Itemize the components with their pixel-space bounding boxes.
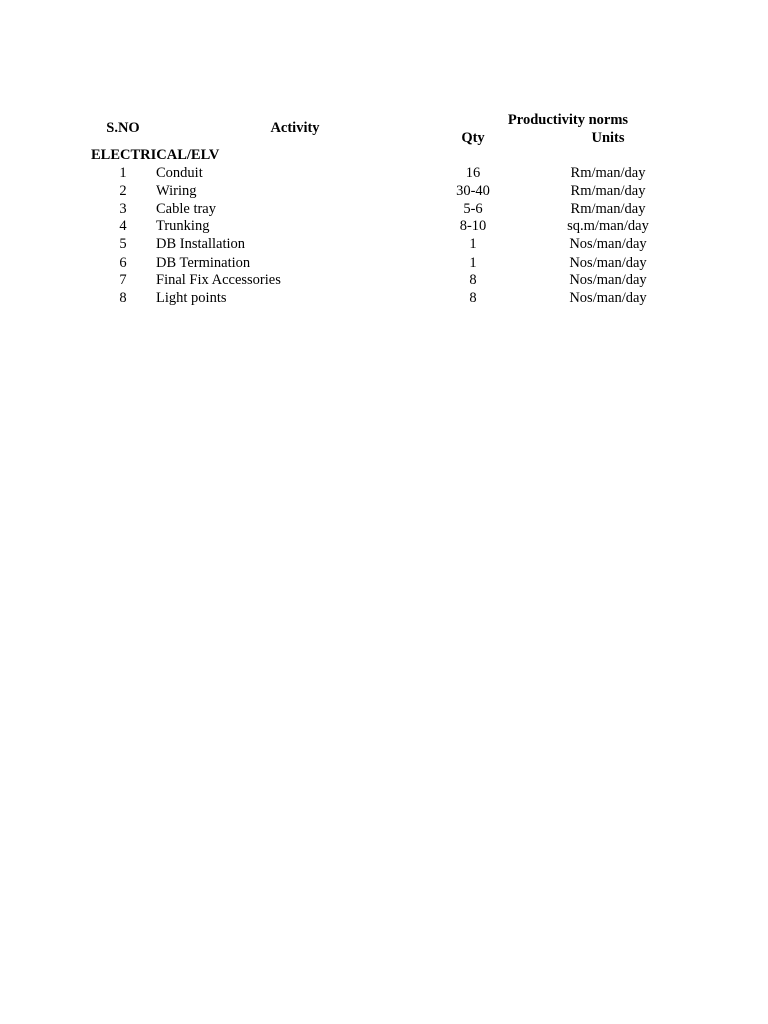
row-activity: DB Termination: [156, 255, 251, 271]
row-activity: Final Fix Accessories: [156, 272, 281, 288]
row-qty: 8-10: [459, 218, 487, 234]
row-sno: 2: [119, 183, 127, 199]
row-qty: 1: [469, 255, 477, 271]
table-row: [0, 217, 768, 235]
row-activity: Conduit: [156, 165, 203, 181]
row-sno: 7: [119, 272, 127, 288]
row-units: sq.m/man/day: [567, 218, 649, 234]
header-units: Units: [591, 130, 625, 146]
row-activity: Trunking: [156, 218, 210, 234]
table-row: [0, 254, 768, 272]
row-qty: 30-40: [456, 183, 490, 199]
row-qty: 16: [465, 165, 481, 181]
row-units: Rm/man/day: [570, 201, 646, 217]
row-sno: 8: [119, 290, 127, 306]
row-qty: 8: [469, 290, 477, 306]
row-units: Nos/man/day: [569, 290, 647, 306]
row-sno: 5: [119, 236, 127, 252]
header-qty: Qty: [461, 130, 485, 146]
header-sno: S.NO: [106, 120, 140, 136]
row-activity: DB Installation: [156, 236, 246, 252]
row-qty: 1: [469, 236, 477, 252]
table-row: [0, 164, 768, 182]
row-units: Nos/man/day: [569, 236, 647, 252]
row-qty: 5-6: [463, 201, 483, 217]
row-sno: 1: [119, 165, 127, 181]
table-row: [0, 182, 768, 200]
table-row: [0, 200, 768, 218]
header-productivity-norms: Productivity norms: [507, 112, 629, 128]
row-sno: 6: [119, 255, 127, 271]
row-units: Rm/man/day: [570, 183, 646, 199]
table-row: [0, 235, 768, 253]
row-sno: 3: [119, 201, 127, 217]
section-title: ELECTRICAL/ELV: [91, 147, 220, 163]
row-sno: 4: [119, 218, 127, 234]
header-activity: Activity: [270, 120, 320, 136]
row-units: Rm/man/day: [570, 165, 646, 181]
table-row: [0, 289, 768, 307]
row-activity: Light points: [156, 290, 227, 306]
table-row: [0, 271, 768, 289]
row-activity: Wiring: [156, 183, 197, 199]
row-qty: 8: [469, 272, 477, 288]
row-activity: Cable tray: [156, 201, 216, 217]
row-units: Nos/man/day: [569, 255, 647, 271]
row-units: Nos/man/day: [569, 272, 647, 288]
